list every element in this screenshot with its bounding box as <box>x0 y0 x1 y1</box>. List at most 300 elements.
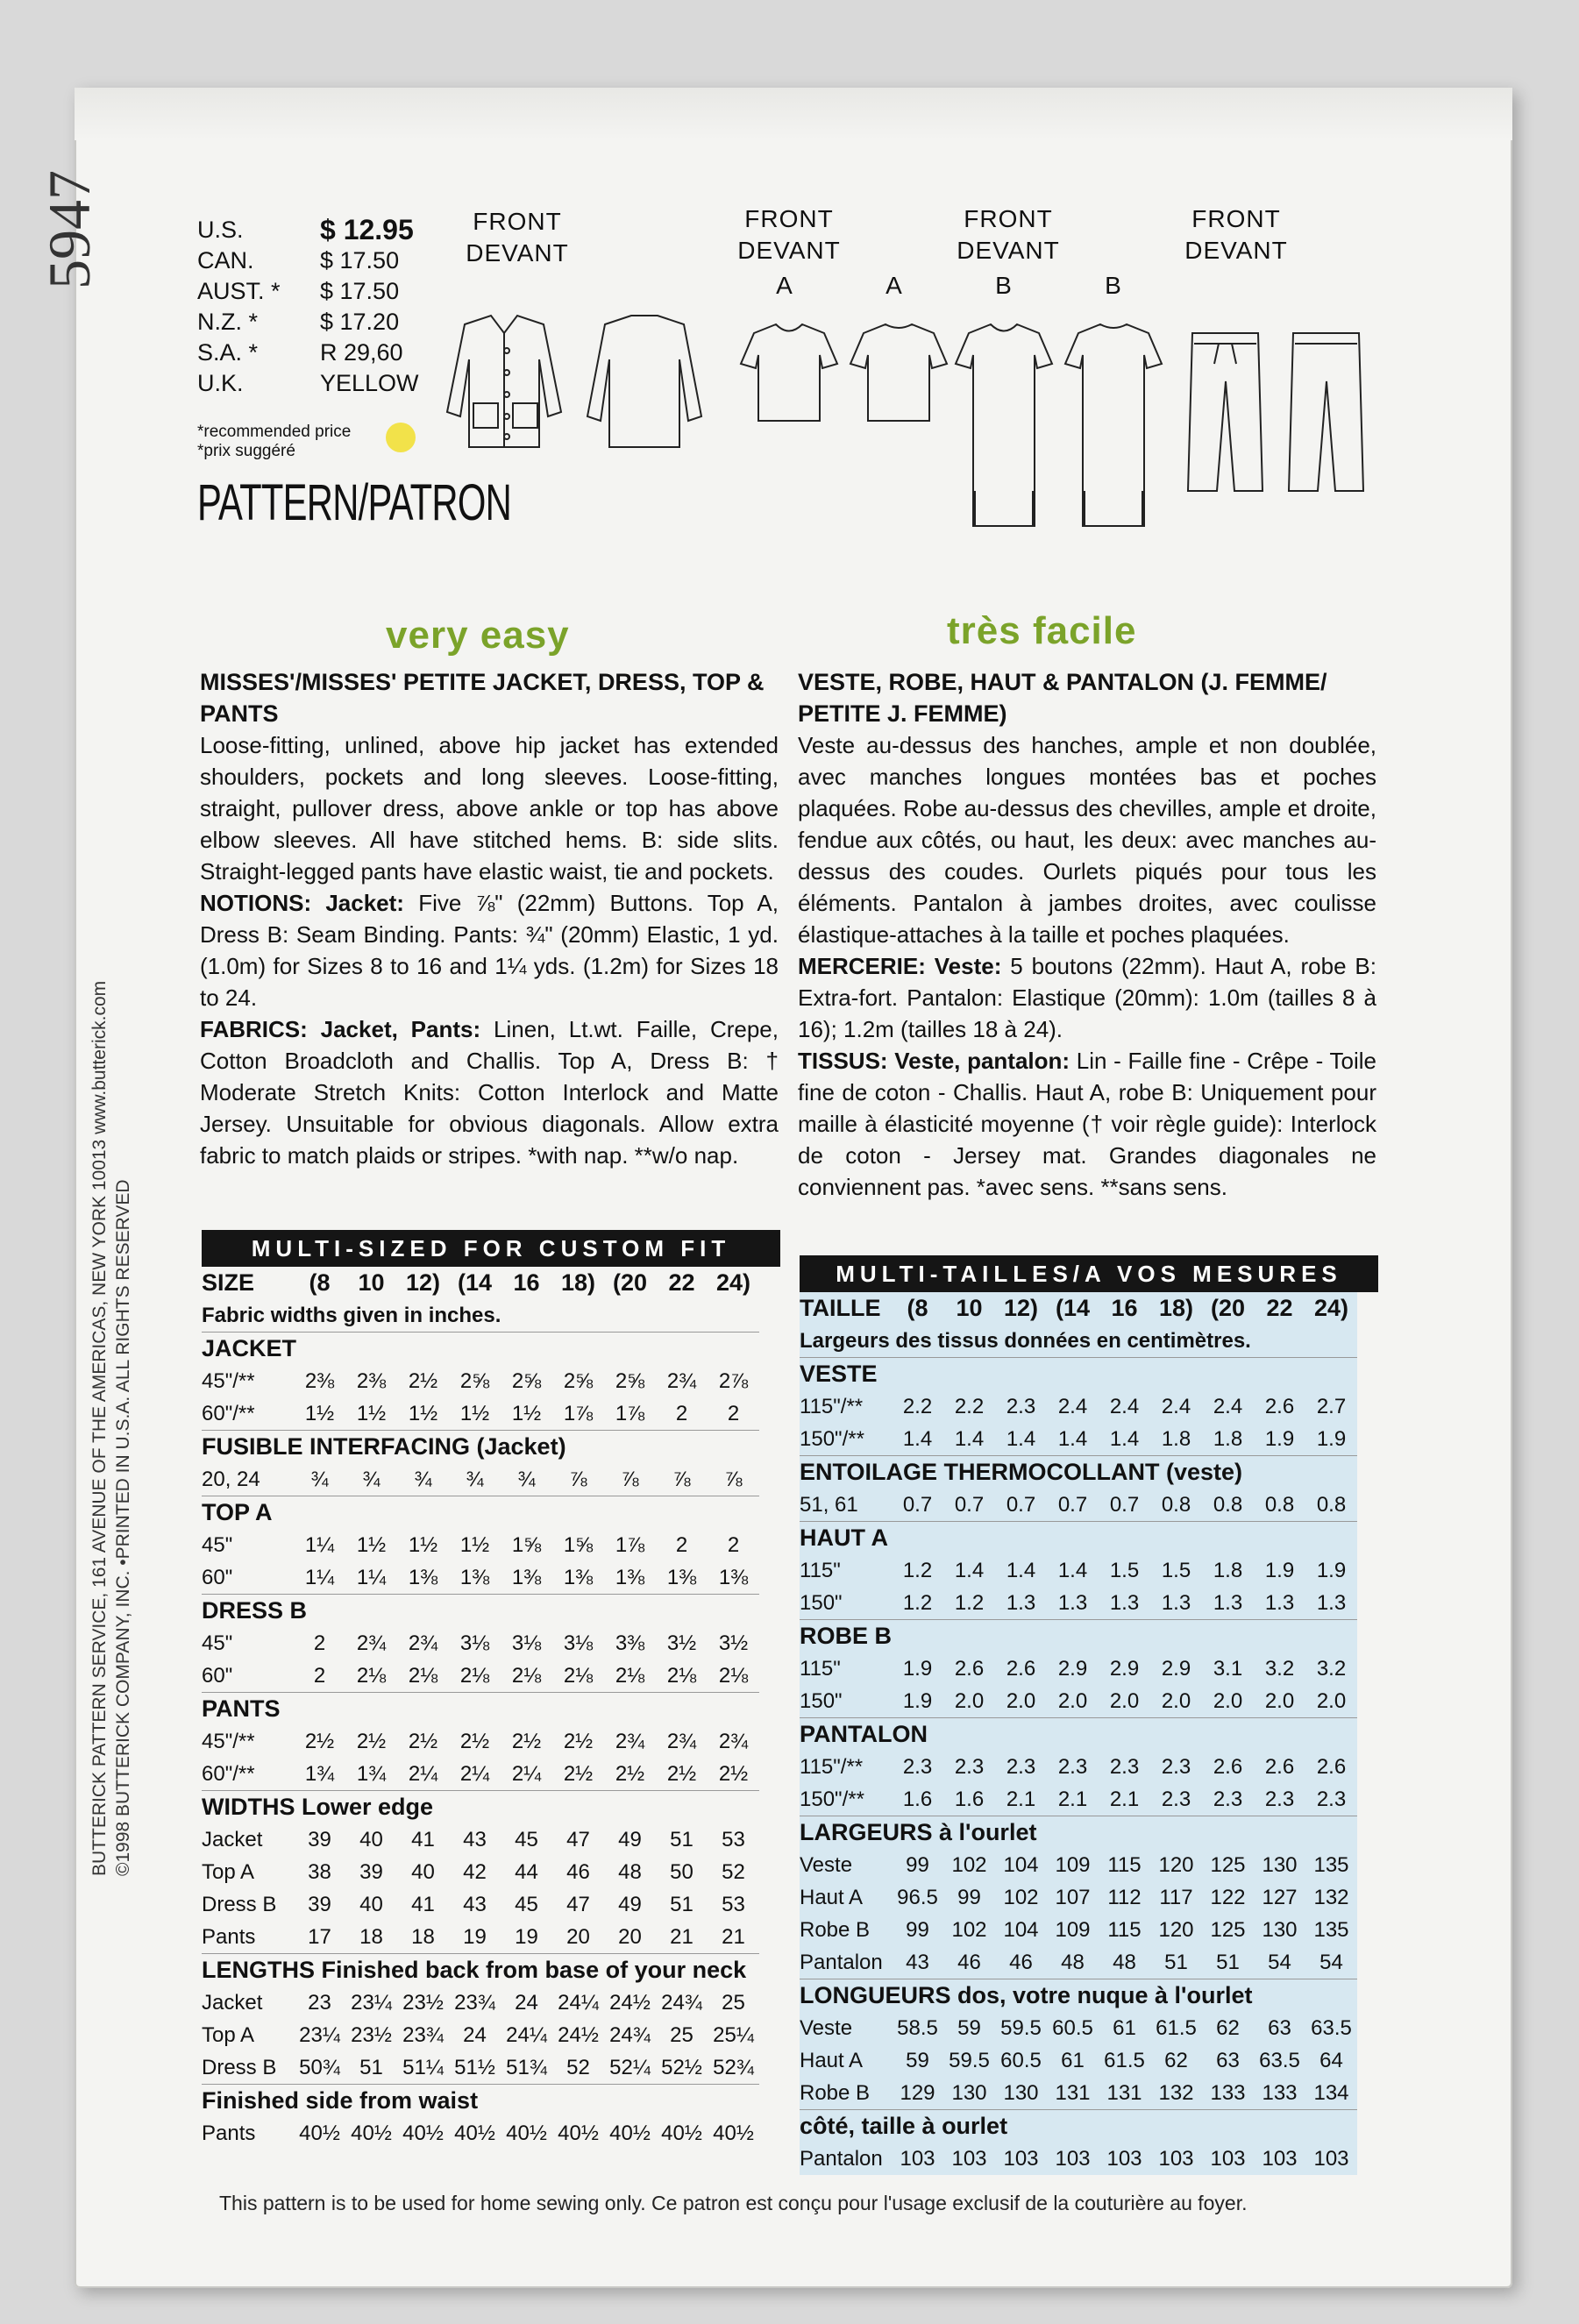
section-header-row <box>202 1333 759 1366</box>
cell-value: 2¾ <box>408 1631 438 1655</box>
english-notions <box>200 887 779 1013</box>
cell-value: 2.3 <box>1161 1754 1191 1779</box>
table-row <box>800 1587 1357 1620</box>
price-value: YELLOW <box>320 370 419 396</box>
footer-note: This pattern is to be used for home sewing only. Ce patron est conçu pour l'usage exclusif de la couturière au foyer. <box>219 2192 1248 2214</box>
cell-value: 1⅞ <box>615 1401 645 1425</box>
cell-value: 1.5 <box>1161 1558 1191 1582</box>
cell-value: 39 <box>308 1892 331 1916</box>
cell-value: 3.2 <box>1316 1656 1347 1681</box>
view-front3-text: FRONT DEVANT <box>957 205 1060 264</box>
cell-value: 54 <box>1319 1950 1343 1974</box>
cell-value: 2.9 <box>1161 1656 1191 1681</box>
cell-value: 40 <box>359 1892 383 1916</box>
row-label: Pantalon <box>800 1950 883 1974</box>
cell-value: 45 <box>515 1892 538 1916</box>
cell-value: 2¾ <box>666 1729 697 1753</box>
price-country: S.A. * <box>197 339 259 366</box>
cell-value: 2.0 <box>1109 1688 1140 1713</box>
cell-value: 44 <box>515 1859 538 1884</box>
cell-value: 1.8 <box>1213 1558 1243 1582</box>
view-label-b1: B <box>995 272 1013 299</box>
table-row <box>800 1946 1357 1979</box>
row-label: 51, 61 <box>800 1492 858 1517</box>
cell-value: 19 <box>463 1924 487 1949</box>
section-header-row <box>800 1456 1357 1489</box>
yellow-dot-icon <box>386 423 416 452</box>
cell-value: 104 <box>1003 1852 1039 1877</box>
cell-value: 1½ <box>356 1401 387 1425</box>
cell-value: 1.3 <box>1316 1590 1347 1615</box>
row-label: Haut A <box>800 2048 864 2072</box>
jacket-back-sketch <box>587 316 701 447</box>
cell-value: ¾ <box>517 1467 536 1491</box>
cell-value: 2⅛ <box>563 1663 594 1688</box>
cell-value: 23½ <box>351 2022 392 2047</box>
cell-value: ⅞ <box>724 1467 743 1491</box>
cell-value: 0.7 <box>1057 1492 1088 1517</box>
english-notions-label: NOTIONS: Jacket: <box>200 890 404 916</box>
row-label: 150"/** <box>800 1426 864 1451</box>
french-notions-label: MERCERIE: Veste: <box>798 953 1002 979</box>
cell-value: 21 <box>722 1924 745 1949</box>
cell-value: 2⅛ <box>408 1663 438 1688</box>
row-label: Pantalon <box>800 2146 883 2171</box>
cell-value: 41 <box>411 1827 435 1851</box>
section-header-row <box>202 1595 759 1628</box>
cell-value: 2.3 <box>1161 1787 1191 1811</box>
section-name: WIDTHS Lower edge <box>202 1791 759 1824</box>
french-size-bar: MULTI-TAILLES/A VOS MESURES <box>800 1255 1378 1292</box>
cell-value: 53 <box>722 1827 745 1851</box>
section-name: côté, taille à ourlet <box>800 2110 1357 2143</box>
publisher-side-text <box>88 693 135 1876</box>
row-label: Haut A <box>800 1885 864 1909</box>
cell-value: 0.7 <box>902 1492 933 1517</box>
cell-value: 1½ <box>511 1401 542 1425</box>
cell-value: 99 <box>957 1885 981 1909</box>
cell-value: 2 <box>313 1663 326 1688</box>
row-label: Robe B <box>800 2080 871 2105</box>
cell-value: 0.7 <box>1006 1492 1036 1517</box>
row-label: 150"/** <box>800 1787 864 1811</box>
cell-value: 1⅜ <box>666 1565 697 1589</box>
english-description: Loose-fitting, unlined, above hip jacket has extended shoulders, pockets and long sleeves. Loose-fitting, straight, pullover dress, above ankle or top has above elbow sleeves. All have stitched hems. B: side slits. Straight-legged pants have elastic waist, tie and pockets. <box>200 732 779 885</box>
cell-value: 1⅜ <box>718 1565 749 1589</box>
cell-value: 40½ <box>351 2121 392 2145</box>
table-row <box>800 1914 1357 1946</box>
table-row <box>800 2044 1357 2077</box>
cell-value: 52½ <box>661 2055 702 2079</box>
cell-value: 1.9 <box>1264 1426 1295 1451</box>
cell-value: 103 <box>1313 2146 1349 2171</box>
cell-value: 51 <box>1216 1950 1240 1974</box>
cell-value: 102 <box>1003 1885 1039 1909</box>
french-size-chart <box>800 1255 1378 2175</box>
row-label: 60" <box>202 1663 233 1688</box>
size-value: (8 <box>907 1295 928 1321</box>
table-row <box>800 1783 1357 1816</box>
cell-value: 2¼ <box>459 1761 490 1786</box>
french-notions <box>798 950 1376 1045</box>
cell-value: 38 <box>308 1859 331 1884</box>
price-notes <box>197 423 351 461</box>
row-label: 150" <box>800 1688 843 1713</box>
table-row <box>800 2077 1357 2110</box>
cell-value: 2.1 <box>1057 1787 1088 1811</box>
cell-value: 40½ <box>713 2121 754 2145</box>
french-fabrics-text: Lin - Faille fine - Crêpe - Toile fine de coton - Challis. Haut A, robe B: Uniquement pour maille à élasticité moyenne († voir règle guide): Interlock de coton - Jersey mat. Grandes diagonales ne conviennent pas. *avec sens. **sans sens. <box>798 1048 1377 1200</box>
cell-value: 23¼ <box>299 2022 340 2047</box>
cell-value: 2.4 <box>1161 1394 1191 1418</box>
cell-value: 43 <box>463 1827 487 1851</box>
cell-value: 50¾ <box>299 2055 340 2079</box>
cell-value: 0.7 <box>954 1492 985 1517</box>
size-value: (14 <box>1055 1295 1091 1321</box>
cell-value: 63.5 <box>1311 2015 1352 2040</box>
cell-value: 51 <box>670 1827 693 1851</box>
cell-value: 46 <box>566 1859 590 1884</box>
cell-value: 52¼ <box>609 2055 651 2079</box>
cell-value: 1½ <box>408 1532 438 1557</box>
cell-value: 1.4 <box>1057 1558 1088 1582</box>
table-row <box>202 1365 759 1397</box>
french-heading: très facile <box>947 609 1137 652</box>
size-value: (8 <box>309 1269 331 1296</box>
row-label: Dress B <box>202 1892 277 1916</box>
cell-value: 17 <box>308 1924 331 1949</box>
cell-value: 2 <box>675 1532 688 1557</box>
cell-value: 1½ <box>356 1532 387 1557</box>
cell-value: 51½ <box>454 2055 495 2079</box>
french-size-table <box>800 1292 1357 2175</box>
cell-value: ¾ <box>466 1467 484 1491</box>
dress-b-back-sketch <box>1065 324 1162 526</box>
cell-value: 52¾ <box>713 2055 754 2079</box>
cell-value: 103 <box>1106 2146 1142 2171</box>
cell-value: 40½ <box>299 2121 340 2145</box>
view-label-front1 <box>456 206 579 269</box>
cell-value: 1.4 <box>1006 1426 1036 1451</box>
price-value: $ 17.20 <box>320 309 400 335</box>
cell-value: 2¾ <box>615 1729 645 1753</box>
cell-value: 62 <box>1216 2015 1240 2040</box>
cell-value: 2.2 <box>902 1394 933 1418</box>
cell-value: 2⅜ <box>304 1368 335 1393</box>
cell-value: 39 <box>308 1827 331 1851</box>
row-label: Pants <box>202 1924 256 1949</box>
section-header-row <box>202 1496 759 1530</box>
cell-value: 24 <box>463 2022 487 2047</box>
row-label: 20, 24 <box>202 1467 260 1491</box>
cell-value: 102 <box>951 1852 987 1877</box>
row-label: 115"/** <box>800 1754 864 1779</box>
cell-value: 2.3 <box>1213 1787 1243 1811</box>
size-header-row <box>202 1267 759 1299</box>
table-row <box>202 1921 759 1954</box>
cell-value: 59 <box>906 2048 929 2072</box>
section-header-row <box>202 1693 759 1726</box>
cell-value: 60.5 <box>1000 2048 1042 2072</box>
cell-value: 1.8 <box>1213 1426 1243 1451</box>
view-label-a1: A <box>776 272 793 299</box>
cell-value: 60.5 <box>1052 2015 1093 2040</box>
cell-value: 103 <box>1158 2146 1194 2171</box>
cell-value: 2.0 <box>1006 1688 1036 1713</box>
size-value: 12) <box>1003 1295 1039 1321</box>
cell-value: 2½ <box>408 1368 438 1393</box>
cell-value: 2.6 <box>1213 1754 1243 1779</box>
table-row <box>202 1823 759 1856</box>
cell-value: 43 <box>906 1950 929 1974</box>
french-title: VESTE, ROBE, HAUT & PANTALON (J. FEMME/ PETITE J. FEMME) <box>798 669 1327 727</box>
english-size-table <box>202 1267 759 2150</box>
english-fabrics <box>200 1013 779 1171</box>
cell-value: 20 <box>618 1924 642 1949</box>
row-label: 60" <box>202 1565 233 1589</box>
envelope-flap <box>75 88 1512 140</box>
pattern-number: 5947 <box>36 170 103 289</box>
cell-value: 2¼ <box>511 1761 542 1786</box>
cell-value: 130 <box>1003 2080 1039 2105</box>
cell-value: 2⅜ <box>356 1368 387 1393</box>
row-label: 45"/** <box>202 1729 255 1753</box>
section-name: LONGUEURS dos, votre nuque à l'ourlet <box>800 1979 1357 2013</box>
table-row <box>800 1685 1357 1718</box>
cell-value: 2.0 <box>1316 1688 1347 1713</box>
cell-value: 19 <box>515 1924 538 1949</box>
cell-value: 1.3 <box>1057 1590 1088 1615</box>
cell-value: 61 <box>1061 2048 1085 2072</box>
price-row <box>197 245 452 276</box>
section-name: Finished side from waist <box>202 2085 759 2118</box>
french-column <box>798 666 1376 1203</box>
cell-value: 130 <box>1262 1852 1298 1877</box>
english-column <box>200 666 779 1171</box>
cell-value: 0.8 <box>1264 1492 1295 1517</box>
cell-value: 2⅝ <box>459 1368 490 1393</box>
cell-value: 130 <box>951 2080 987 2105</box>
cell-value: 20 <box>566 1924 590 1949</box>
cell-value: 2.0 <box>1057 1688 1088 1713</box>
top-a-front-sketch <box>741 324 837 421</box>
cell-value: 46 <box>1009 1950 1033 1974</box>
cell-value: 96.5 <box>897 1885 938 1909</box>
table-row <box>800 1881 1357 1914</box>
cell-value: 41 <box>411 1892 435 1916</box>
table-row <box>800 1751 1357 1783</box>
row-label: Robe B <box>800 1917 871 1942</box>
section-header-row <box>202 2085 759 2118</box>
cell-value: 2⅛ <box>615 1663 645 1688</box>
size-value: 24) <box>1313 1295 1349 1321</box>
cell-value: 125 <box>1210 1852 1246 1877</box>
pants-back-sketch <box>1289 333 1363 491</box>
cell-value: 1⅜ <box>459 1565 490 1589</box>
cell-value: 120 <box>1158 1917 1194 1942</box>
cell-value: 40½ <box>609 2121 651 2145</box>
cell-value: 25¼ <box>713 2022 754 2047</box>
suggested-note: *prix suggéré <box>197 442 295 460</box>
cell-value: 51 <box>359 2055 383 2079</box>
price-country: AUST. * <box>197 278 281 304</box>
cell-value: 40½ <box>454 2121 495 2145</box>
cell-value: 135 <box>1313 1917 1349 1942</box>
cell-value: 47 <box>566 1892 590 1916</box>
cell-value: 1.9 <box>902 1688 933 1713</box>
row-label: Dress B <box>202 2055 277 2079</box>
price-row <box>197 368 452 399</box>
cell-value: 1⅜ <box>408 1565 438 1589</box>
cell-value: 59.5 <box>949 2048 990 2072</box>
section-name: TOP A <box>202 1496 759 1530</box>
cell-value: 132 <box>1313 1885 1349 1909</box>
cell-value: 2½ <box>408 1729 438 1753</box>
cell-value: 2.6 <box>1316 1754 1347 1779</box>
price-value: $ 12.95 <box>320 214 414 245</box>
size-label: TAILLE <box>800 1295 881 1321</box>
cell-value: 47 <box>566 1827 590 1851</box>
cell-value: 40½ <box>661 2121 702 2145</box>
cell-value: 103 <box>951 2146 987 2171</box>
cell-value: 2¼ <box>408 1761 438 1786</box>
row-label: Veste <box>800 2015 853 2040</box>
garment-sketches <box>430 298 1376 544</box>
table-row <box>800 1423 1357 1456</box>
cell-value: 59 <box>957 2015 981 2040</box>
cell-value: 131 <box>1055 2080 1091 2105</box>
cell-value: 112 <box>1107 1885 1142 1909</box>
table-row <box>202 2051 759 2085</box>
cell-value: 1⅞ <box>615 1532 645 1557</box>
pattern-label: PATTERN/PATRON <box>197 474 512 531</box>
cell-value: 2⅛ <box>459 1663 490 1688</box>
cell-value: 2½ <box>666 1761 697 1786</box>
cell-value: 2½ <box>511 1729 542 1753</box>
cell-value: 23¾ <box>402 2022 444 2047</box>
cell-value: 49 <box>618 1827 642 1851</box>
cell-value: 2.1 <box>1006 1787 1036 1811</box>
english-heading: very easy <box>386 614 570 657</box>
cell-value: 2⅛ <box>511 1663 542 1688</box>
cell-value: 1.6 <box>902 1787 933 1811</box>
price-row <box>197 338 452 368</box>
cell-value: 53 <box>722 1892 745 1916</box>
cell-value: 24¾ <box>609 2022 651 2047</box>
section-header-row <box>800 1522 1357 1555</box>
size-value: 12) <box>405 1269 441 1296</box>
cell-value: 1.4 <box>954 1558 985 1582</box>
cell-value: 2¾ <box>718 1729 749 1753</box>
cell-value: 40 <box>359 1827 383 1851</box>
section-name: ENTOILAGE THERMOCOLLANT (veste) <box>800 1456 1357 1489</box>
table-row <box>800 1849 1357 1881</box>
top-a-back-sketch <box>850 324 947 421</box>
size-label: SIZE <box>202 1269 255 1296</box>
cell-value: 2¾ <box>666 1368 697 1393</box>
cell-value: 25 <box>722 1990 745 2015</box>
cell-value: 25 <box>670 2022 693 2047</box>
cell-value: 1.9 <box>1264 1558 1295 1582</box>
cell-value: 1.4 <box>1006 1558 1036 1582</box>
cell-value: 103 <box>1003 2146 1039 2171</box>
cell-value: 2.0 <box>1213 1688 1243 1713</box>
cell-value: 102 <box>951 1917 987 1942</box>
row-label: 115"/** <box>800 1394 864 1418</box>
section-name: JACKET <box>202 1333 759 1366</box>
cell-value: 2.6 <box>1264 1754 1295 1779</box>
cell-value: 0.7 <box>1109 1492 1140 1517</box>
cell-value: 2.6 <box>1264 1394 1295 1418</box>
cell-value: 2.9 <box>1057 1656 1088 1681</box>
cell-value: 1⅞ <box>563 1401 594 1425</box>
cell-value: 54 <box>1268 1950 1291 1974</box>
publisher-address: BUTTERICK PATTERN SERVICE, 161 AVENUE OF THE AMERICAS, NEW YORK 10013 www.butterick.com <box>89 980 110 1876</box>
cell-value: 50 <box>670 1859 693 1884</box>
section-header-row <box>800 1816 1357 1850</box>
size-value: 10 <box>956 1295 983 1321</box>
cell-value: 1⅜ <box>511 1565 542 1589</box>
view-front2-text: FRONT DEVANT <box>737 205 841 264</box>
table-row <box>800 1652 1357 1685</box>
section-header-row <box>800 1620 1357 1653</box>
table-row <box>800 2012 1357 2044</box>
cell-value: 2.3 <box>1109 1754 1140 1779</box>
french-notions-text: 5 boutons (22mm). Haut A, robe B: Extra-fort. Pantalon: Elastique (20mm): 1.0m (tailles 8 à 16); 1.2m (tailles 18 à 24). <box>798 953 1376 1042</box>
cell-value: 24¼ <box>506 2022 547 2047</box>
cell-value: 1.2 <box>902 1558 933 1582</box>
cell-value: 46 <box>957 1950 981 1974</box>
table-row <box>202 1725 759 1758</box>
table-row <box>202 1561 759 1595</box>
cell-value: 134 <box>1313 2080 1349 2105</box>
cell-value: 52 <box>722 1859 745 1884</box>
row-label: 115" <box>800 1656 841 1681</box>
cell-value: 2¾ <box>356 1631 387 1655</box>
table-row <box>800 1554 1357 1587</box>
cell-value: 24 <box>515 1990 538 2015</box>
cell-value: 24½ <box>609 1990 651 2015</box>
cell-value: 2.3 <box>1316 1787 1347 1811</box>
section-name: ROBE B <box>800 1620 1357 1653</box>
section-name: LENGTHS Finished back from base of your neck <box>202 1954 759 1987</box>
cell-value: 51¾ <box>506 2055 547 2079</box>
cell-value: 2.7 <box>1316 1394 1347 1418</box>
cell-value: 24¾ <box>661 1990 702 2015</box>
cell-value: 61.5 <box>1104 2048 1145 2072</box>
cell-value: 2½ <box>563 1761 594 1786</box>
cell-value: 129 <box>900 2080 935 2105</box>
cell-value: 109 <box>1055 1917 1091 1942</box>
price-value: $ 17.50 <box>320 278 400 304</box>
size-value: 16 <box>513 1269 540 1296</box>
table-row <box>202 1529 759 1561</box>
cell-value: ⅞ <box>672 1467 691 1491</box>
section-header-row <box>202 1954 759 1987</box>
cell-value: 1⅝ <box>511 1532 542 1557</box>
table-row <box>202 1986 759 2019</box>
cell-value: 2 <box>675 1401 688 1425</box>
table-row <box>202 2117 759 2150</box>
cell-value: 2.9 <box>1109 1656 1140 1681</box>
cell-value: 1.2 <box>902 1590 933 1615</box>
cell-value: 43 <box>463 1892 487 1916</box>
cell-value: 1¼ <box>304 1532 335 1557</box>
price-list <box>197 215 452 399</box>
section-header-row <box>800 1718 1357 1752</box>
cell-value: ⅞ <box>621 1467 639 1491</box>
cell-value: 2.3 <box>902 1754 933 1779</box>
